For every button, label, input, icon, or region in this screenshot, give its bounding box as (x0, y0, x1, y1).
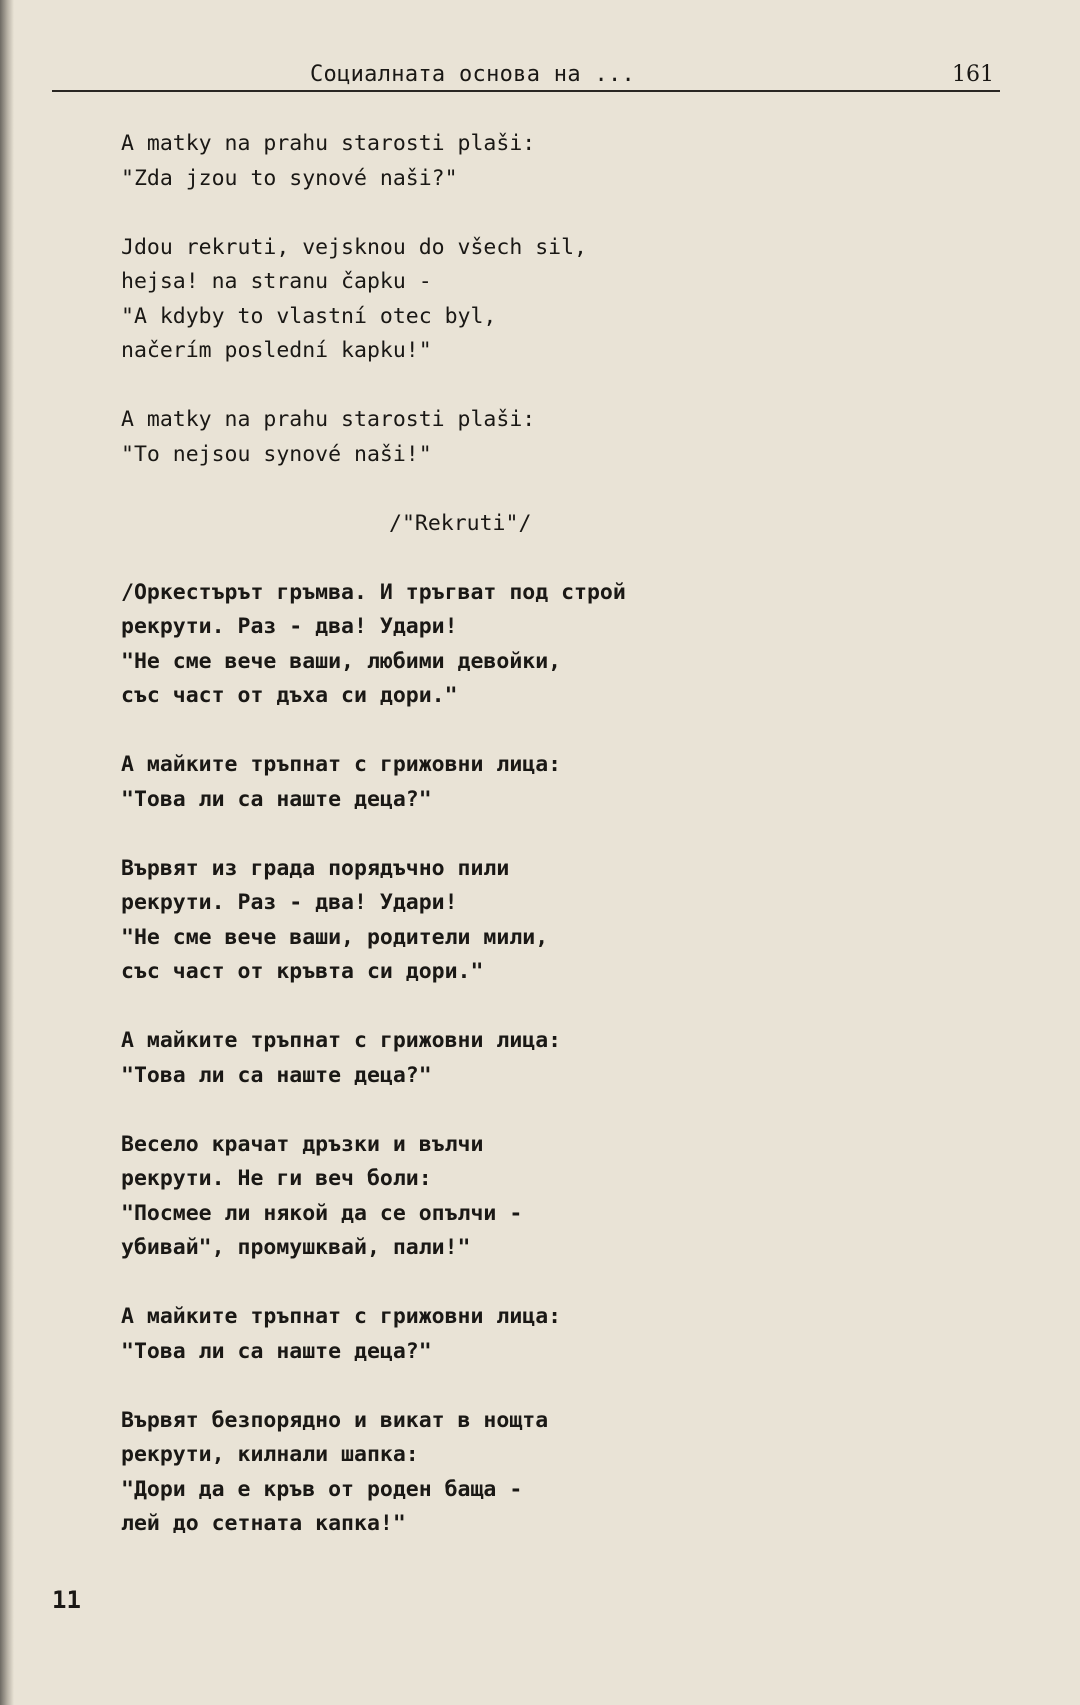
stanza-gap (121, 196, 981, 231)
czech-stanza-1 (121, 127, 981, 196)
czech-stanza-2 (121, 231, 981, 369)
verse-line: със част от кръвта си дори." (121, 959, 484, 984)
verse-line: načerím poslední kapku!" (121, 338, 432, 363)
verse-line: /Оркестърът гръмва. И тръгват под строй (121, 579, 626, 605)
bulgarian-stanza-5 (121, 1128, 981, 1266)
stanza-gap (121, 541, 981, 576)
verse-line: лей до сетната капка!" (121, 1511, 406, 1536)
czech-stanza-3 (121, 403, 981, 472)
stanza-gap (121, 1266, 981, 1301)
bulgarian-stanza-7 (121, 1404, 981, 1542)
book-spine-shadow (0, 0, 14, 1705)
verse-line: "Посмее ли някой да се опълчи - (121, 1200, 523, 1226)
verse-line: "To nejsou synové naši!" (121, 441, 432, 467)
verse-line: Вървят из града порядъчно пили (121, 855, 510, 881)
verse-line: рекрути. Раз - два! Удари! (121, 614, 458, 639)
verse-line: "Не сме вече ваши, родители мили, (121, 924, 549, 950)
verse-line: "Не сме вече ваши, любими девойки, (121, 648, 562, 674)
verse-line: "Това ли са наште деца?" (121, 786, 432, 812)
verse-line: "Това ли са наште деца?" (121, 1338, 432, 1364)
verse-line: А майките тръпнат с грижовни лица: (121, 752, 562, 777)
stanza-gap (121, 817, 981, 852)
stanza-gap (121, 990, 981, 1025)
verse-line: А майките тръпнат с грижовни лица: (121, 1304, 562, 1329)
verse-line: Вървят безпорядно и викат в нощта (121, 1407, 549, 1433)
stanza-gap (121, 369, 981, 404)
stanza-gap (121, 714, 981, 749)
verse-line: А майките тръпнат с грижовни лица: (121, 1028, 562, 1053)
poem-source: /"Rekruti"/ (389, 510, 532, 536)
verse-line: рекрути. Раз - два! Удари! (121, 890, 458, 915)
running-title: Социалната основа на ... (310, 62, 636, 87)
verse-line: Весело крачат дръзки и вълчи (121, 1131, 484, 1157)
stanza-gap (121, 1369, 981, 1404)
bulgarian-stanza-3 (121, 852, 981, 990)
verse-line: "Zda jzou to synové naši?" (121, 165, 458, 191)
verse-line: A matky na prahu starosti plaši: (121, 131, 536, 156)
verse-line: убивай", промушквай, пали!" (121, 1235, 471, 1260)
bulgarian-stanza-6 (121, 1300, 981, 1369)
page-number: 161 (952, 62, 994, 87)
stanza-gap (121, 1093, 981, 1128)
verse-line: Jdou rekruti, vejsknou do všech sil, (121, 234, 587, 260)
stanza-gap (121, 472, 981, 507)
verse-line: рекрути. Не ги веч боли: (121, 1166, 432, 1191)
bulgarian-stanza-1 (121, 576, 981, 714)
verse-line: със част от дъха си дори." (121, 683, 458, 708)
verse-line: hejsa! na stranu čapku - (121, 269, 432, 294)
verse-line: "Това ли са наште деца?" (121, 1062, 432, 1088)
verse-line: рекрути, килнали шапка: (121, 1442, 419, 1467)
bulgarian-stanza-2 (121, 748, 981, 817)
page-header (52, 58, 1000, 94)
header-rule (52, 90, 1000, 92)
poem-text (121, 127, 981, 1542)
bulgarian-stanza-4 (121, 1024, 981, 1093)
verse-line: A matky na prahu starosti plaši: (121, 407, 536, 432)
printer-signature: 11 (52, 1586, 81, 1614)
verse-line: "A kdyby to vlastní otec byl, (121, 303, 497, 329)
verse-line: "Дори да е кръв от роден баща - (121, 1476, 523, 1502)
